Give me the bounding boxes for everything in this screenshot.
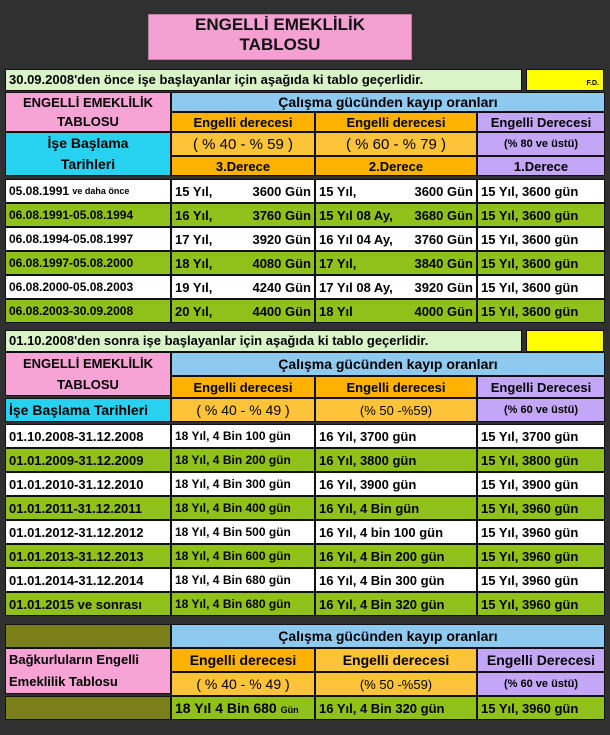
s1-col1-range: ( % 40 - % 59 ) xyxy=(171,132,315,156)
s1-row-c3: 15 Yıl, 3600 gün xyxy=(477,179,605,203)
s1-row-c3: 15 Yıl, 3600 gün xyxy=(477,299,605,323)
section2-note-mark xyxy=(526,330,604,352)
section1-header-span: Çalışma gücünden kayıp oranları xyxy=(171,92,605,112)
s2-row-c3: 15 Yıl, 3700 gün xyxy=(477,424,605,448)
page-title-line1: ENGELLİ EMEKLİLİK xyxy=(195,15,365,34)
s2-row-c3: 15 Yıl, 3900 gün xyxy=(477,472,605,496)
section3-table-title: Bağkurluların Engelli Emeklilik Tablosu xyxy=(5,648,171,694)
s1-row-c3: 15 Yıl, 3600 gün xyxy=(477,227,605,251)
s2-row-c3: 15 Yıl, 3800 gün xyxy=(477,448,605,472)
s3-col1-range: ( % 40 - % 49 ) xyxy=(171,672,315,696)
page-title xyxy=(148,14,412,60)
s2-row-c1: 18 Yıl, 4 Bin 200 gün xyxy=(171,448,315,472)
s1-row-c1: 17 Yıl, 3920 Gün xyxy=(171,227,315,251)
s1-col3-degree: 1.Derece xyxy=(477,156,605,176)
s1-col3-label: Engelli Derecesi xyxy=(477,112,605,132)
s2-row-date: 01.01.2009-31.12.2009 xyxy=(5,448,171,472)
s1-row-c2: 15 Yıl, 3600 Gün xyxy=(315,179,477,203)
s2-row-date: 01.01.2015 ve sonrası xyxy=(5,592,171,616)
s2-col2-label: Engelli derecesi xyxy=(315,376,477,398)
s1-row-c2: 15 Yıl 08 Ay, 3680 Gün xyxy=(315,203,477,227)
s2-row-c1: 18 Yıl, 4 Bin 400 gün xyxy=(171,496,315,520)
s1-row-c1: 15 Yıl, 3600 Gün xyxy=(171,179,315,203)
s2-row-c2: 16 Yıl, 4 Bin 200 gün xyxy=(315,544,477,568)
section2-table-title: ENGELLİ EMEKLİLİK TABLOSU xyxy=(5,352,171,396)
s2-col2-range: (% 50 -%59) xyxy=(315,398,477,422)
s1-row-c2: 18 Yıl 4000 Gün xyxy=(315,299,477,323)
page-title-line2: TABLOSU xyxy=(239,35,321,54)
s2-col3-range: (% 60 ve üstü) xyxy=(477,398,605,422)
s1-col1-label: Engelli derecesi xyxy=(171,112,315,132)
section1-note: 30.09.2008'den önce işe başlayanlar için aşağıda ki tablo geçerlidir. xyxy=(5,69,522,91)
s1-row-c2: 17 Yıl, 3840 Gün xyxy=(315,251,477,275)
s1-col3-range: (% 80 ve üstü) xyxy=(477,132,605,156)
s2-row-c2: 16 Yıl, 3700 gün xyxy=(315,424,477,448)
s3-col2-label: Engelli derecesi xyxy=(315,648,477,672)
s1-row-c3: 15 Yıl, 3600 gün xyxy=(477,203,605,227)
s2-row-c2: 16 Yıl, 4 Bin gün xyxy=(315,496,477,520)
s1-row-c1: 20 Yıl, 4400 Gün xyxy=(171,299,315,323)
section2-note: 01.10.2008'den sonra işe başlayanlar için aşağıda ki tablo geçerlidir. xyxy=(5,330,522,352)
s1-row-date: 06.08.2003-30.09.2008 xyxy=(5,299,171,323)
s1-row-date: 06.08.2000-05.08.2003 xyxy=(5,275,171,299)
s2-row-c3: 15 Yıl, 3960 gün xyxy=(477,544,605,568)
s3-col1-label: Engelli derecesi xyxy=(171,648,315,672)
s1-row-c3: 15 Yıl, 3600 gün xyxy=(477,251,605,275)
s1-row-c1: 19 Yıl, 4240 Gün xyxy=(171,275,315,299)
s2-row-c1: 18 Yıl, 4 Bin 300 gün xyxy=(171,472,315,496)
s1-col2-degree: 2.Derece xyxy=(315,156,477,176)
s3-row-c3: 15 Yıl, 3960 gün xyxy=(477,696,605,720)
section2-header-span: Çalışma gücünden kayıp oranları xyxy=(171,352,605,376)
s3-col3-range: (% 60 ve üstü) xyxy=(477,672,605,696)
s2-row-c3: 15 Yıl, 3960 gün xyxy=(477,520,605,544)
s3-row-c1: 18 Yıl 4 Bin 680 Gün xyxy=(171,696,315,720)
s3-row-c2: 16 Yıl, 4 Bin 320 gün xyxy=(315,696,477,720)
s2-row-c2: 16 Yıl, 4 Bin 300 gün xyxy=(315,568,477,592)
section3-row-spacer xyxy=(5,696,171,720)
s1-row-c2: 16 Yıl 04 Ay, 3760 Gün xyxy=(315,227,477,251)
s2-row-c2: 16 Yıl, 4 bin 100 gün xyxy=(315,520,477,544)
s2-row-c1: 18 Yıl, 4 Bin 680 gün xyxy=(171,592,315,616)
s2-row-c3: 15 Yıl, 3960 gün xyxy=(477,496,605,520)
s1-start-label: İşe Başlama Tarihleri xyxy=(5,132,171,176)
s2-row-c3: 15 Yıl, 3960 gün xyxy=(477,568,605,592)
s2-col1-range: ( % 40 - % 49 ) xyxy=(171,398,315,422)
s1-row-c1: 18 Yıl, 4080 Gün xyxy=(171,251,315,275)
s2-col3-label: Engelli Derecesi xyxy=(477,376,605,398)
s1-row-c1: 16 Yıl, 3760 Gün xyxy=(171,203,315,227)
s2-row-c2: 16 Yıl, 4 Bin 320 gün xyxy=(315,592,477,616)
section3-header-span: Çalışma gücünden kayıp oranları xyxy=(171,624,605,648)
s2-row-date: 01.01.2014-31.12.2014 xyxy=(5,568,171,592)
s1-col2-range: ( % 60 - % 79 ) xyxy=(315,132,477,156)
s2-row-c1: 18 Yıl, 4 Bin 600 gün xyxy=(171,544,315,568)
s2-row-date: 01.01.2012-31.12.2012 xyxy=(5,520,171,544)
s2-row-c1: 18 Yıl, 4 Bin 500 gün xyxy=(171,520,315,544)
section1-table-title: ENGELLİ EMEKLİLİK TABLOSU xyxy=(5,92,171,132)
s2-row-c2: 16 Yıl, 3900 gün xyxy=(315,472,477,496)
section1-note-mark: F.D. xyxy=(526,69,604,91)
s1-row-date: 06.08.1994-05.08.1997 xyxy=(5,227,171,251)
s2-row-c1: 18 Yıl, 4 Bin 680 gün xyxy=(171,568,315,592)
s1-col2-label: Engelli derecesi xyxy=(315,112,477,132)
s1-row-c2: 17 Yıl 08 Ay, 3920 Gün xyxy=(315,275,477,299)
s2-row-c1: 18 Yıl, 4 Bin 100 gün xyxy=(171,424,315,448)
s1-row-date: 06.08.1997-05.08.2000 xyxy=(5,251,171,275)
s1-row-date: 06.08.1991-05.08.1994 xyxy=(5,203,171,227)
s1-row-c3: 15 Yıl, 3600 gün xyxy=(477,275,605,299)
s2-row-c2: 16 Yıl, 3800 gün xyxy=(315,448,477,472)
section3-spacer xyxy=(5,624,171,648)
s2-row-date: 01.01.2010-31.12.2010 xyxy=(5,472,171,496)
s1-col1-degree: 3.Derece xyxy=(171,156,315,176)
s2-row-date: 01.01.2013-31.12.2013 xyxy=(5,544,171,568)
s2-col1-label: Engelli derecesi xyxy=(171,376,315,398)
s2-row-date: 01.10.2008-31.12.2008 xyxy=(5,424,171,448)
s2-start-label: İşe Başlama Tarihleri xyxy=(5,398,171,422)
s2-row-date: 01.01.2011-31.12.2011 xyxy=(5,496,171,520)
s3-col3-label: Engelli Derecesi xyxy=(477,648,605,672)
s1-row-date: 05.08.1991 ve daha önce xyxy=(5,179,171,203)
s2-row-c3: 15 Yıl, 3960 gün xyxy=(477,592,605,616)
s3-col2-range: (% 50 -%59) xyxy=(315,672,477,696)
